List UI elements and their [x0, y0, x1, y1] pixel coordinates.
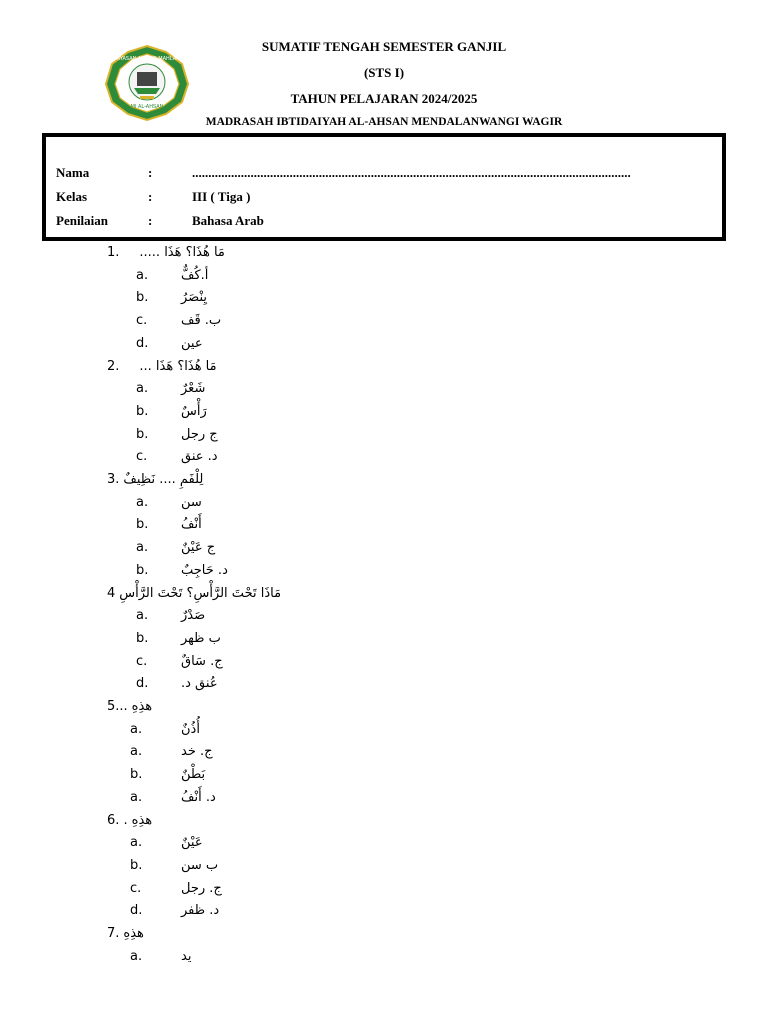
- option-text: أ.كُفٌّ: [181, 267, 209, 283]
- school-name: MADRASAH IBTIDAIYAH AL-AHSAN MENDALANWANGI WAGIR: [205, 116, 563, 128]
- option-text: عُنق د.: [181, 676, 218, 692]
- school-emblem-icon: [104, 44, 190, 122]
- question-text: هذِهِ: [131, 699, 153, 714]
- option-letter: a.: [130, 948, 143, 964]
- option-letter: b.: [130, 857, 143, 873]
- answer-option[interactable]: [130, 744, 330, 762]
- logo-bottom-text: MI AL-AHSAN: [130, 104, 164, 110]
- question-number: 1.: [107, 245, 120, 260]
- answer-option[interactable]: [136, 427, 336, 445]
- answer-option[interactable]: [136, 404, 336, 422]
- option-letter: b.: [136, 517, 149, 533]
- answer-option[interactable]: [136, 676, 336, 694]
- academic-year: TAHUN PELAJARAN 2024/2025: [290, 91, 478, 106]
- option-text: ب. قَف: [181, 313, 222, 329]
- option-text: ج. رجل: [181, 880, 222, 896]
- answer-option[interactable]: [136, 449, 336, 467]
- answer-option[interactable]: [130, 835, 330, 853]
- option-text: بَطْنٌ: [181, 767, 206, 783]
- answer-option[interactable]: [136, 608, 336, 626]
- answer-option[interactable]: [136, 268, 336, 286]
- option-text: رَأْسٌ: [181, 403, 207, 419]
- subject-label: Penilaian: [56, 213, 109, 228]
- answer-option[interactable]: [130, 858, 330, 876]
- option-letter: b.: [136, 426, 149, 442]
- logo-top-text: YAYASAN AHMAD MAHLAN: [114, 56, 180, 62]
- option-letter: a.: [136, 267, 149, 283]
- option-text: يِنْصَرُ: [181, 290, 207, 306]
- answer-option[interactable]: [130, 949, 330, 967]
- question-number: 2.: [107, 358, 120, 374]
- question-6: [107, 813, 152, 828]
- answer-option[interactable]: [136, 290, 336, 308]
- option-letter: b.: [130, 767, 143, 783]
- answer-option[interactable]: [136, 563, 336, 581]
- answer-option[interactable]: [136, 654, 336, 672]
- option-text: يد: [181, 948, 192, 964]
- exam-subtitle: (STS I): [363, 65, 405, 80]
- option-text: سن: [181, 494, 202, 510]
- question-text: مَا هُذَا؟ هَذَا .....: [139, 245, 225, 260]
- question-text: مَا هُذَا؟ هَذَا ...: [139, 358, 217, 374]
- option-text: ج رجل: [181, 426, 218, 442]
- answer-option[interactable]: [130, 881, 330, 899]
- question-2: [107, 359, 217, 374]
- answer-option[interactable]: [136, 336, 336, 354]
- exam-title: SUMATIF TENGAH SEMESTER GANJIL: [261, 39, 507, 54]
- option-text: د. أَنْفُ: [181, 789, 216, 805]
- subject-value: Bahasa Arab: [192, 213, 264, 228]
- answer-option[interactable]: [136, 631, 336, 649]
- question-1: [107, 245, 225, 260]
- name-colon: :: [148, 165, 153, 180]
- option-letter: d.: [136, 335, 149, 351]
- answer-option[interactable]: [130, 722, 330, 740]
- option-text: ج. خد: [181, 744, 213, 760]
- option-text: عين: [181, 335, 203, 351]
- option-text: د. ظفر: [181, 903, 220, 919]
- question-5: [107, 699, 152, 714]
- question-text: هذِهِ: [131, 812, 153, 828]
- option-letter: a.: [130, 789, 143, 805]
- question-text: هذِهِ: [123, 926, 144, 941]
- option-text: عَيْنٌ: [181, 835, 203, 851]
- option-text: د. حَاجِبٌ: [181, 562, 228, 578]
- option-letter: a.: [130, 744, 143, 760]
- question-number: 7.: [107, 926, 120, 941]
- answer-option[interactable]: [136, 381, 336, 399]
- answer-option[interactable]: [136, 495, 336, 513]
- option-letter: c.: [136, 653, 148, 669]
- option-text: أَنْفُ: [181, 517, 202, 533]
- option-letter: a.: [130, 721, 143, 737]
- question-text: لِلْفَمِ .... نَظِيفٌ: [123, 472, 204, 487]
- name-label: Nama: [56, 165, 90, 180]
- option-text: ج. سَاقٌ: [181, 653, 223, 669]
- answer-option[interactable]: [130, 790, 330, 808]
- option-letter: a.: [136, 494, 149, 510]
- option-text: صَدْرٌ: [181, 608, 206, 624]
- option-letter: c.: [136, 449, 148, 465]
- option-letter: c.: [130, 880, 142, 896]
- option-text: أُذُنٌ: [181, 721, 200, 737]
- answer-option[interactable]: [136, 517, 336, 535]
- option-letter: b.: [136, 403, 149, 419]
- question-7: [107, 926, 144, 941]
- question-text: مَاذَا تَحْتَ الرَّأْسِ؟ تَحْتَ الرَّأْسِ: [119, 585, 282, 601]
- option-letter: a.: [136, 608, 149, 624]
- answer-option[interactable]: [136, 313, 336, 331]
- option-text: ب ظهر: [181, 630, 221, 646]
- option-letter: b.: [136, 630, 149, 646]
- option-letter: a.: [136, 540, 149, 556]
- question-3: [107, 472, 203, 487]
- option-letter: a.: [136, 381, 149, 397]
- option-letter: d.: [130, 903, 143, 919]
- subject-colon: :: [148, 213, 153, 228]
- option-text: شَعْرٌ: [181, 381, 206, 397]
- option-letter: a.: [130, 835, 143, 851]
- class-label: Kelas: [56, 189, 88, 204]
- answer-option[interactable]: [130, 767, 330, 785]
- student-identity-box: [42, 133, 726, 241]
- option-text: ج عَيْنٌ: [181, 540, 216, 556]
- class-colon: :: [148, 189, 153, 204]
- question-4: [107, 586, 281, 601]
- option-letter: d.: [136, 676, 149, 692]
- question-number: 6. .: [107, 812, 128, 828]
- question-number: 5...: [107, 699, 128, 714]
- option-letter: b.: [136, 290, 149, 306]
- question-number: 3.: [107, 472, 120, 487]
- option-text: د. عنق: [181, 449, 218, 465]
- question-number: 4: [107, 585, 116, 601]
- option-text: ب سن: [181, 857, 219, 873]
- class-value: III ( Tiga ): [192, 189, 251, 204]
- answer-option[interactable]: [136, 540, 336, 558]
- answer-option[interactable]: [130, 903, 330, 921]
- name-field[interactable]: .......................................................................................................................................: [192, 165, 631, 180]
- option-letter: b.: [136, 562, 149, 578]
- option-letter: c.: [136, 313, 148, 329]
